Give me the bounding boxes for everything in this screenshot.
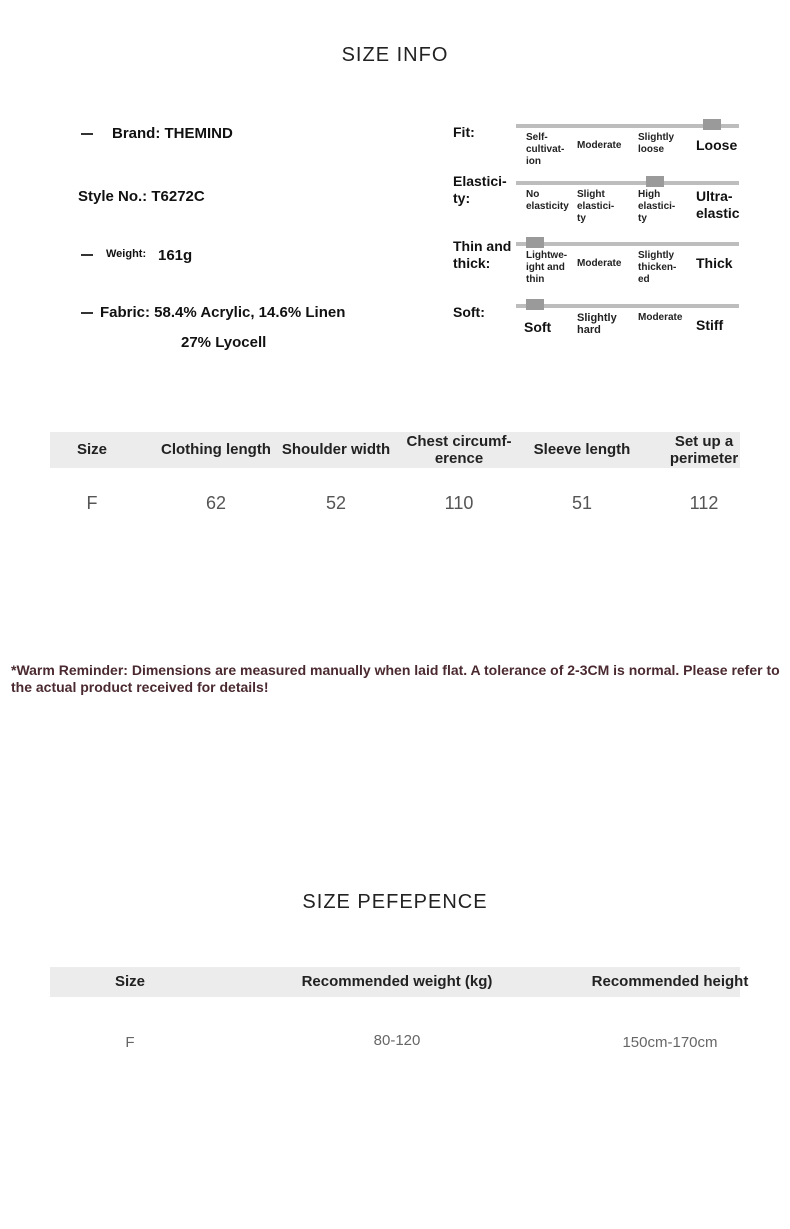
bullet-dash bbox=[81, 254, 93, 256]
table-header-cell: Shoulder width bbox=[281, 441, 391, 458]
scale-indicator bbox=[646, 176, 664, 187]
attribute-name: Soft: bbox=[453, 304, 485, 320]
scale-option-label: Ultra- elastic bbox=[696, 188, 740, 221]
reference-cell: F bbox=[125, 1034, 135, 1051]
table-cell: 52 bbox=[325, 493, 347, 513]
scale-option-label: Stiff bbox=[696, 317, 724, 333]
table-header-cell: Size bbox=[76, 441, 107, 458]
scale-track bbox=[516, 242, 739, 246]
reference-cell: 150cm-170cm bbox=[622, 1034, 718, 1051]
size-info-title: SIZE INFO bbox=[341, 44, 449, 66]
weight-label: Weight: bbox=[106, 248, 147, 260]
reference-header-cell: Size bbox=[114, 973, 145, 990]
scale-option-label: Slightly hard bbox=[577, 312, 617, 336]
scale-option-label: High elastici- ty bbox=[638, 189, 676, 224]
scale-track bbox=[516, 181, 739, 185]
table-header-cell: Chest circumf- erence bbox=[406, 433, 512, 467]
scale-option-label: Lightwe- ight and thin bbox=[526, 250, 568, 285]
bullet-dash bbox=[81, 312, 93, 314]
fabric-line-1: Fabric: 58.4% Acrylic, 14.6% Linen bbox=[100, 304, 346, 321]
attribute-name: Elastici- ty: bbox=[453, 173, 507, 206]
table-cell: F bbox=[86, 493, 98, 513]
scale-option-label: No elasticity bbox=[526, 189, 569, 212]
warm-reminder: *Warm Reminder: Dimensions are measured manually when laid flat. A tolerance of 2-3CM is normal. Please refer to the actual product received for details! bbox=[11, 662, 780, 695]
scale-indicator bbox=[526, 299, 544, 310]
scale-option-label: Slightly thicken- ed bbox=[638, 250, 677, 285]
reference-cell: 80-120 bbox=[373, 1032, 421, 1049]
brand-label: Brand: THEMIND bbox=[112, 125, 233, 142]
scale-option-label: Soft bbox=[524, 319, 552, 335]
scale-option-label: Moderate bbox=[577, 258, 622, 269]
table-header-cell: Clothing length bbox=[161, 441, 271, 458]
scale-option-label: Thick bbox=[696, 255, 733, 271]
reference-header-cell: Recommended weight (kg) bbox=[301, 973, 493, 990]
table-cell: 62 bbox=[205, 493, 227, 513]
bullet-dash bbox=[81, 133, 93, 135]
scale-option-label: Loose bbox=[696, 137, 738, 153]
scale-indicator bbox=[526, 237, 544, 248]
weight-value: 161g bbox=[158, 247, 193, 264]
scale-track bbox=[516, 304, 739, 308]
scale-option-label: Self- cultivat- ion bbox=[526, 132, 565, 167]
style-number-label: Style No.: T6272C bbox=[78, 188, 205, 205]
table-cell: 112 bbox=[689, 493, 719, 513]
table-header-cell: Set up a perimeter bbox=[669, 433, 739, 467]
reference-header-cell: Recommended height bbox=[591, 973, 749, 990]
scale-option-label: Slightly loose bbox=[638, 132, 675, 155]
scale-option-label: Slight elastici- ty bbox=[577, 189, 615, 224]
scale-indicator bbox=[703, 119, 721, 130]
attribute-name: Fit: bbox=[453, 124, 475, 140]
scale-option-label: Moderate bbox=[577, 140, 622, 151]
table-cell: 51 bbox=[571, 493, 593, 513]
table-header-cell: Sleeve length bbox=[533, 441, 631, 458]
table-cell: 110 bbox=[444, 493, 474, 513]
fabric-line-2: 27% Lyocell bbox=[181, 334, 267, 351]
size-reference-title: SIZE PEFEPENCE bbox=[302, 891, 488, 913]
scale-option-label: Moderate bbox=[638, 312, 683, 323]
attribute-name: Thin and thick: bbox=[453, 238, 512, 271]
